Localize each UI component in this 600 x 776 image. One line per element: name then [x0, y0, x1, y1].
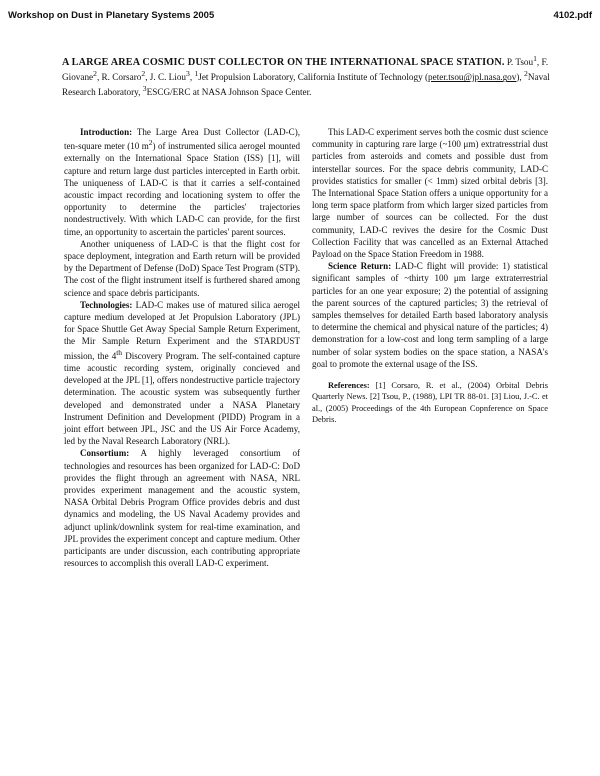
left-column: [64, 126, 300, 569]
introduction-heading: Introduction:: [80, 127, 133, 137]
title-block: [62, 54, 552, 99]
author-list: P. Tsou$^1$, F. Giovane$^2$, R. Corsaro$^2$, J. C. Liou$^3$,: [62, 54, 549, 83]
introduction-paragraph: Introduction: The Large Area Dust Collector (LAD-C), ten-square meter (10 $m^2$) of instrumented silica aerogel mounted externally on the International Space Station (ISS) [1], will capture and return large dust particles intercepted in Earth orbit. The uniqueness of LAD-C is that it carries a self-contained acoustic impact recording and locationing system to offer the opportunity to determine the particles' trajectories nondestructively. With which LAD-C can provide, for the first time, an opportunity to ascertain the particles' parent sources.: [64, 127, 301, 237]
science-return-paragraph: Science Return: LAD-C flight will provide: 1) statistical significant samples of ~thirty 100 μm large extraterrestrial particles for an one year exposure; 2) the potential of assigning the parent sources of the captured particles; 3) the retrieval of samples themselves for detailed Earth based laboratory analysis to determine the chemical and physical nature of the particles; 4) demonstration for a low-cost and long term sampling of a large number of solar system bodies on the space station, a NASA's goal to promote the external usage of the ISS.: [312, 261, 549, 369]
technologies-heading: Technologies:: [80, 299, 133, 310]
technologies-paragraph: Technologies: LAD-C makes use of matured silica aerogel capture medium developed at Jet Propulsion Laboratory (JPL) for Space Shuttle Get Away Special Sample Return Experiment, the Mir Sample Return Experiment and the STARDUST mission, the 4th Discovery Program. The self-contained capture time acoustic recording system, originally concieved and developed at the JPL [1], offers nondestructive particle trajectory determination. The acoustic system was subsequently further developed and demonstrated under a NASA Planetary Instrument Definition and Development (PIDD) Program in a joint effort between JPL, JSC and the US Air Force Academy, led by the Naval Research Laboratory (NRL).: [64, 299, 301, 447]
introduction-paragraph-2: Another uniqueness of LAD-C is that the flight cost for space deployment, integration and Earth return will be provided by the Department of Defense (DoD) Space Test Program (STP). The cost of the flight instrument itself is furthered shared among science and space debris participants.: [64, 238, 300, 298]
references-heading: References:: [328, 381, 370, 391]
paper-title: A LARGE AREA COSMIC DUST COLLECTOR ON THE INTERNATIONAL SPACE STATION.: [62, 57, 505, 69]
affiliations: $^1$Jet Propulsion Laboratory, California Institute of Technology (peter.tsou@jpl.nasa.gov), $^2$Naval Research Laboratory, $^3$ESCG/ERC at NASA Johnson Space Center.: [62, 69, 550, 98]
right-column: [312, 126, 548, 425]
science-return-heading: Science Return:: [328, 261, 392, 272]
references-paragraph: References: [1] Corsaro, R. et al., (2004) Orbital Debris Quarterly News. [2] Tsou, P., (1988), LPI TR 88-01. [3] Liou, J.-C. et al., (2005) Proceedings of the 4th European Copnference on Space Debris.: [312, 381, 548, 425]
consortium-heading: Consortium:: [80, 448, 130, 459]
experiment-paragraph: This LAD-C experiment serves both the cosmic dust science community in capturing rare large (~100 μm) extratresstrial dust particles from asteroids and comets and possible dust from interstellar sources. For the space debris community, LAD-C provides statistics for smaller (< 1mm) sized orbital debris [3]. The International Space Station offers a unique opportunity for a long term space platform from which larger sized particles from large number of sources can be collected. For the dust community, LAD-C revives the desire for the Cosmic Dust Collection Facility that was cancelled as an External Attached Payload on the Space Station Freedom in 1988.: [312, 127, 548, 260]
author-email-link[interactable]: peter.tsou@jpl.nasa.gov: [428, 72, 517, 83]
file-name-header: 4102.pdf: [553, 10, 592, 21]
conference-header: Workshop on Dust in Planetary Systems 2005: [8, 10, 215, 21]
consortium-paragraph: Consortium: A highly leveraged consortium of technologies and resources has been organized for LAD-C: DoD provides the flight through an agreement with NASA, NRL provides experiment management and the acoustic system, NASA Orbital Debris Program Office provides debris and dust dynamics and modeling, the US Naval Academy provides and adjunct uplink/downlink system for real-time examination, and JPL provides the experiment concept and capture medium. Other participants are under discussion, each contributing appropriate resources to accomplish this overall LAD-C experiment.: [64, 448, 300, 569]
